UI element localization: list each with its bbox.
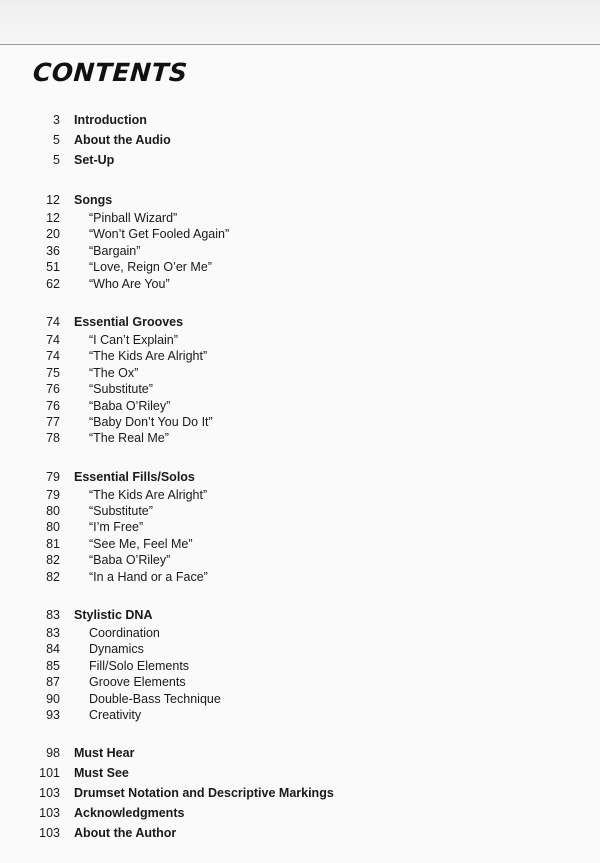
toc-section xyxy=(0,110,600,170)
toc-subentry xyxy=(0,552,600,568)
toc-subentry xyxy=(0,243,600,259)
subentry-title: Coordination xyxy=(89,626,160,641)
page-number: 101 xyxy=(39,766,60,781)
entry-title: Songs xyxy=(74,193,113,207)
toc-subentry xyxy=(0,691,600,707)
toc-entry xyxy=(0,312,600,332)
subentry-title: “The Ox” xyxy=(89,365,139,380)
page-number: 77 xyxy=(46,414,60,429)
entry-title: Essential Grooves xyxy=(74,314,184,329)
toc-subentry xyxy=(0,487,600,503)
page-number: 83 xyxy=(46,608,60,623)
page-number: 82 xyxy=(46,553,60,568)
entry-title: About the Author xyxy=(74,826,177,841)
page-number: 75 xyxy=(46,365,60,380)
subentry-title: “Substitute” xyxy=(89,504,153,519)
subentry-title: Groove Elements xyxy=(89,675,186,690)
entry-title: Drumset Notation and Descriptive Markings xyxy=(74,786,334,801)
toc-entry xyxy=(0,743,600,763)
page-number: 79 xyxy=(46,469,60,484)
page-number: 12 xyxy=(46,211,60,225)
page-number: 83 xyxy=(46,626,60,641)
entry-title: Must Hear xyxy=(74,746,135,761)
page-number: 62 xyxy=(46,276,60,291)
toc-subentry xyxy=(0,210,600,226)
subentry-title: Fill/Solo Elements xyxy=(89,658,190,673)
toc-entry xyxy=(0,605,600,625)
page-number: 78 xyxy=(46,431,60,446)
subentry-title: “See Me, Feel Me” xyxy=(89,536,193,551)
entry-title: Essential Fills/Solos xyxy=(74,469,195,484)
toc-entry xyxy=(0,190,600,210)
toc-section xyxy=(0,190,600,292)
page-number: 103 xyxy=(39,826,60,841)
page-number: 76 xyxy=(46,382,60,397)
subentry-title: “In a Hand or a Face” xyxy=(89,569,208,584)
toc-subentry xyxy=(0,569,600,585)
toc-subentry xyxy=(0,414,600,430)
toc-entry xyxy=(0,130,600,150)
toc-section xyxy=(0,743,600,843)
entry-title: Introduction xyxy=(74,113,147,127)
toc-entry xyxy=(0,763,600,783)
subentry-title: “Love, Reign O’er Me” xyxy=(89,260,212,275)
toc-section xyxy=(0,605,600,723)
toc-entry xyxy=(0,150,600,170)
subentry-title: “Substitute” xyxy=(89,382,153,397)
toc-section xyxy=(0,467,600,585)
subentry-title: “Baba O’Riley” xyxy=(89,398,171,413)
page-number: 12 xyxy=(46,193,60,207)
table-of-contents xyxy=(0,110,600,863)
page-number: 80 xyxy=(46,504,60,519)
page-number: 5 xyxy=(53,153,60,167)
toc-subentry xyxy=(0,381,600,397)
subentry-title: “I’m Free” xyxy=(89,520,144,535)
page-number: 103 xyxy=(39,806,60,821)
toc-subentry xyxy=(0,348,600,364)
page-number: 93 xyxy=(46,707,60,722)
page-number: 5 xyxy=(53,133,60,147)
page-number: 51 xyxy=(46,260,60,275)
toc-subentry xyxy=(0,625,600,641)
page-number: 81 xyxy=(46,536,60,551)
toc-subentry xyxy=(0,398,600,414)
toc-subentry xyxy=(0,707,600,723)
subentry-title: “Won’t Get Fooled Again” xyxy=(89,227,230,242)
entry-title: Stylistic DNA xyxy=(74,608,153,623)
toc-entry xyxy=(0,803,600,823)
toc-subentry xyxy=(0,332,600,348)
page-number: 80 xyxy=(46,520,60,535)
page-number: 79 xyxy=(46,487,60,502)
top-band xyxy=(0,0,600,44)
subentry-title: “Bargain” xyxy=(89,243,141,258)
toc-subentry xyxy=(0,259,600,275)
subentry-title: Double-Bass Technique xyxy=(89,691,221,706)
page-number: 76 xyxy=(46,398,60,413)
page-number: 36 xyxy=(46,243,60,258)
toc-subentry xyxy=(0,658,600,674)
toc-section xyxy=(0,312,600,447)
page-number: 82 xyxy=(46,569,60,584)
page-number: 90 xyxy=(46,691,60,706)
contents-heading: CONTENTS xyxy=(31,58,189,87)
page-number: 87 xyxy=(46,675,60,690)
page-number: 74 xyxy=(46,314,60,329)
subentry-title: “Pinball Wizard” xyxy=(89,211,178,225)
toc-subentry xyxy=(0,674,600,690)
subentry-title: “Who Are You” xyxy=(89,276,170,291)
subentry-title: “The Real Me” xyxy=(89,431,169,446)
entry-title: Set-Up xyxy=(74,153,115,167)
toc-subentry xyxy=(0,226,600,242)
page-number: 98 xyxy=(46,746,60,761)
subentry-title: Dynamics xyxy=(89,642,144,657)
entry-title: Must See xyxy=(74,766,129,781)
subentry-title: “Baby Don’t You Do It” xyxy=(89,414,213,429)
subentry-title: “Baba O’Riley” xyxy=(89,553,171,568)
toc-entry xyxy=(0,467,600,487)
page-number: 74 xyxy=(46,332,60,347)
subentry-title: “The Kids Are Alright” xyxy=(89,349,208,364)
subentry-title: “I Can’t Explain” xyxy=(89,332,178,347)
toc-entry xyxy=(0,783,600,803)
toc-subentry xyxy=(0,276,600,292)
toc-entry xyxy=(0,823,600,843)
page-number: 103 xyxy=(39,786,60,801)
entry-title: About the Audio xyxy=(74,133,171,147)
page-number: 20 xyxy=(46,227,60,242)
header-rule xyxy=(0,44,600,45)
toc-entry xyxy=(0,110,600,130)
subentry-title: “The Kids Are Alright” xyxy=(89,487,208,502)
page-number: 3 xyxy=(53,113,60,127)
toc-subentry xyxy=(0,519,600,535)
toc-subentry xyxy=(0,430,600,446)
entry-title: Acknowledgments xyxy=(74,806,185,821)
toc-subentry xyxy=(0,503,600,519)
toc-subentry xyxy=(0,365,600,381)
subentry-title: Creativity xyxy=(89,707,142,722)
page-number: 85 xyxy=(46,658,60,673)
toc-subentry xyxy=(0,641,600,657)
page-number: 74 xyxy=(46,349,60,364)
page-number: 84 xyxy=(46,642,60,657)
toc-subentry xyxy=(0,536,600,552)
